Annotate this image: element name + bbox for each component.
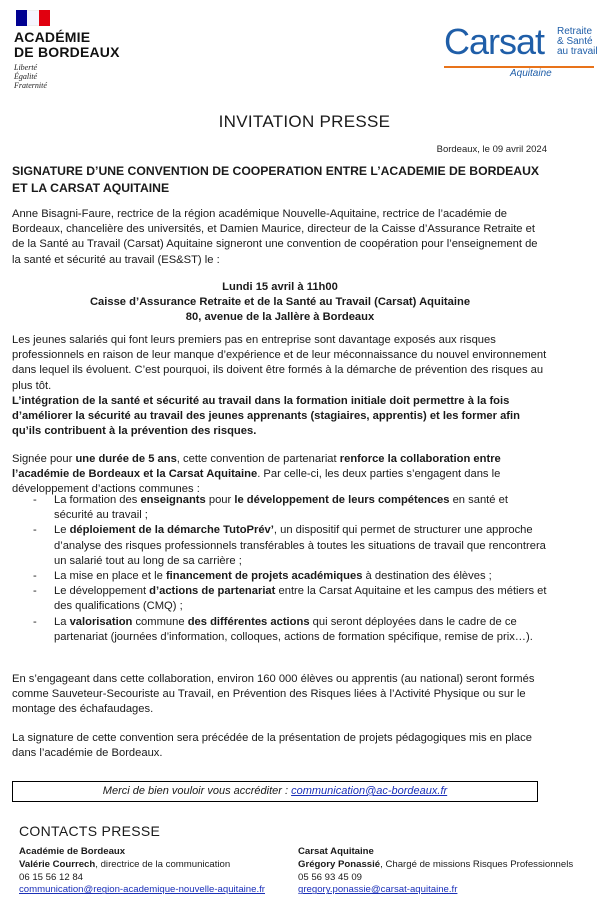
list-item: - Le développement d’actions de partenariat entre la Carsat Aquitaine et les campus des métiers et des qualifications (CMQ) ;: [12, 584, 548, 614]
contact-person: Valérie Courrech, directrice de la communication: [19, 858, 231, 870]
carsat-region: Aquitaine: [506, 68, 556, 79]
contact-phone: 05 56 93 45 09: [298, 871, 363, 883]
carsat-wordmark: Carsat: [444, 21, 545, 62]
carsat-logo: [444, 22, 599, 82]
contact-email-link[interactable]: communication@region-academique-nouvelle-aquitaine.fr: [19, 884, 265, 896]
accreditation-box: Merci de bien vouloir vous accréditer : communication@ac-bordeaux.fr: [12, 781, 538, 802]
context-emphasis: L’intégration de la santé et sécurité au travail dans la formation initiale doit permettre à la fois d’améliorer la sécurité au travail des jeunes apprenants (stagiaires, apprentis) et les former afin qu’ils contribuent à la prévention des risques.: [12, 394, 520, 438]
contact-email-link[interactable]: gregory.ponassie@carsat-aquitaine.fr: [298, 884, 458, 896]
contact-carsat: [298, 846, 609, 897]
event-details: [12, 280, 548, 326]
contacts-title: CONTACTS PRESSE: [19, 823, 161, 839]
intro-paragraph: Anne Bisagni-Faure, rectrice de la région académique Nouvelle-Aquitaine, rectrice de l’académie de Bordeaux, chancelière des universités, et Damien Maurice, directeur de la Caisse d’Assurance Retraite et de la Santé au Travail (Carsat) Aquitaine signeront une convention de coopération pour l’enseignement de la santé et sécurité au travail (ES&ST) le :: [12, 208, 538, 266]
context-paragraph: Les jeunes salariés qui font leurs premiers pas en entreprise sont davantage exposés aux risques professionnels en raison de leur manque d’expérience et de leur méconnaissance du nouvel environnement dans lequel ils évoluent. C’est pourquoi, ils doivent être formés à la démarche de prévention des risques au plus tôt. L’intégration de la santé et sécurité au travail dans la formation initiale doit permettre à la fois d’améliorer la sécurité au travail des jeunes apprenants (stagiaires, apprentis) et les former afin qu’ils contribuent à la prévention des risques.: [12, 333, 548, 439]
impact-paragraph: En s’engageant dans cette collaboration, environ 160 000 élèves ou apprentis (au national) seront formés comme Sauveteur-Secouriste au Travail, en Prévention des Risques liées à l’Activité Physique ou sur le montage des échafaudages.: [12, 673, 535, 716]
contact-org: Académie de Bordeaux: [19, 846, 126, 857]
list-item: - La valorisation commune des différentes actions qui seront déployées dans le cadre de ce partenariat (journées d’information, colloques, actions de formation spécifique, remise de prix…).: [12, 615, 548, 645]
contact-org: Carsat Aquitaine: [298, 846, 374, 857]
actions-list: [12, 493, 548, 645]
convention-paragraph: Signée pour une durée de 5 ans, cette convention de partenariat renforce la collaboration entre l’académie de Bordeaux et la Carsat Aquitaine. Par celle-ci, les deux parties s’engagent dans le développement d’actions communes :: [12, 453, 501, 496]
event-date: Lundi 15 avril à 11h00: [222, 281, 338, 293]
document-title: INVITATION PRESSE: [218, 112, 391, 131]
contact-phone: 06 15 56 12 84: [19, 871, 84, 883]
french-flag-icon: [16, 10, 50, 26]
event-address: 80, avenue de la Jallère à Bordeaux: [185, 311, 375, 324]
contact-person: Grégory Ponassié, Chargé de missions Risques Professionnels: [298, 858, 574, 870]
closing-paragraph: La signature de cette convention sera précédée de la présentation de projets pédagogiques mis en place dans l’académie de Bordeaux.: [12, 732, 532, 760]
list-item: - La formation des enseignants pour le développement de leurs compétences en santé et sécurité au travail ;: [12, 493, 548, 523]
republic-motto: Liberté Égalité Fraternité: [14, 63, 47, 90]
press-heading: SIGNATURE D’UNE CONVENTION DE COOPERATION ENTRE L’ACADEMIE DE BORDEAUX ET LA CARSAT AQUITAINE: [12, 164, 540, 195]
accreditation-email-link[interactable]: communication@ac-bordeaux.fr: [291, 785, 448, 797]
event-place: Caisse d’Assurance Retraite et de la Santé au Travail (Carsat) Aquitaine: [89, 296, 471, 309]
list-item: - Le déploiement de la démarche TutoPrév’, un dispositif qui permet de structurer une approche d’analyse des risques professionnels transférables à toutes les situations de travail que rencontrera un salarié tout au long de sa carrière ;: [12, 523, 548, 569]
contact-academie: [19, 846, 299, 897]
academie-logo: [14, 10, 154, 90]
document-date: Bordeaux, le 09 avril 2024: [436, 144, 547, 155]
carsat-tagline: Retraite & Santé au travail: [557, 26, 598, 57]
list-item: - La mise en place et le financement de projets académiques à destination des élèves ;: [12, 569, 548, 584]
academie-name: ACADÉMIE DE BORDEAUX: [14, 29, 120, 60]
